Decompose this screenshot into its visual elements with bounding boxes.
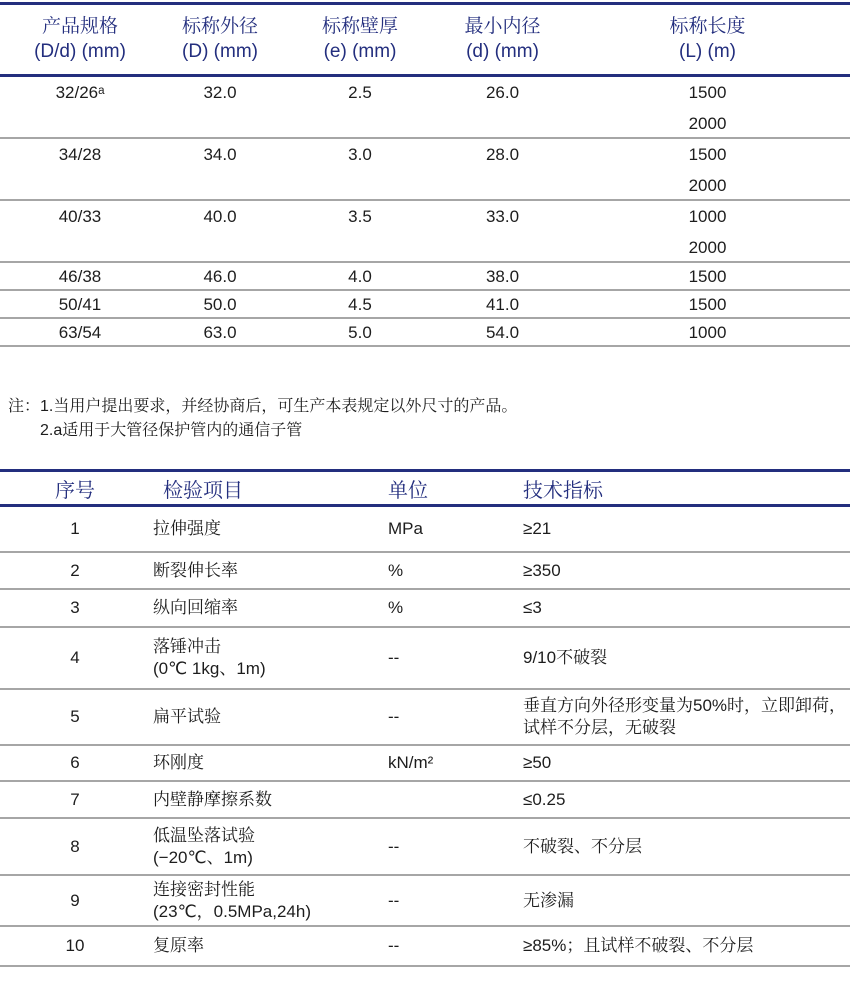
note-item: 1.当用户提出要求，并经协商后，可生产本表规定以外尺寸的产品。 [40,398,518,415]
inner-diameter-cell: 33.0 [485,207,520,226]
indicator-cell: ≤3 [523,598,542,617]
table-row [0,507,850,553]
column-title: 标称壁厚 [321,16,398,37]
unit-cell: -- [388,648,400,667]
length-value: 2000 [688,114,727,133]
product-spec-table-header [0,5,850,77]
item-cell [150,636,385,680]
length-value: 2000 [688,238,727,257]
column-header-unit: 单位 [388,479,428,502]
spec-cell: 46/38 [58,267,102,286]
wall-thickness-cell: 3.0 [348,145,372,164]
table-row [0,690,850,746]
table-row [0,319,850,347]
length-cell: 1500 [688,295,727,314]
item-name: 扁平试验 [153,707,221,726]
item-cell [150,597,385,619]
inner-diameter-cell: 54.0 [485,323,520,342]
item-name: 内壁静摩擦系数 [153,789,272,809]
item-condition: (−20℃、1m) [153,847,253,867]
column-header-seq: 序号 [55,479,95,502]
table-row [0,590,850,628]
table-row [0,876,850,927]
seq-cell: 4 [70,648,80,667]
inner-diameter-cell: 38.0 [485,267,520,286]
test-items-table [0,469,850,967]
length-cell [565,77,850,137]
note-item: 2.a适用于大管径保护管内的通信子管 [40,422,303,439]
column-unit: (D/d) (mm) [34,41,126,62]
unit-cell: % [388,560,404,580]
column-header-nominal-length [565,14,850,64]
indicator-cell: ≤0.25 [523,789,566,809]
table-row [0,139,850,201]
item-name: 复原率 [153,936,204,955]
column-title: 最小内径 [464,16,541,37]
length-cell [565,201,850,261]
item-cell [150,560,385,582]
document-page [0,2,850,967]
item-cell [150,879,385,923]
unit-cell: -- [388,890,400,910]
wall-thickness-cell: 4.0 [348,267,372,286]
item-name: 纵向回缩率 [153,598,238,617]
item-cell [150,935,385,957]
item-cell [150,825,385,869]
length-cell: 1500 [688,267,727,286]
seq-cell: 3 [70,598,80,617]
table-row [0,782,850,819]
test-items-table-header [0,472,850,507]
outer-diameter-cell: 34.0 [203,145,237,164]
table-row [0,819,850,876]
length-value: 1500 [688,83,727,102]
table-row [0,201,850,263]
outer-diameter-cell: 50.0 [203,295,237,314]
seq-cell: 1 [70,519,80,538]
seq-cell: 2 [70,560,80,580]
wall-thickness-cell: 2.5 [348,83,372,102]
spec-cell: 50/41 [58,295,102,314]
inner-diameter-cell: 41.0 [485,295,520,314]
indicator-cell: 无渗漏 [523,890,574,910]
seq-cell: 10 [65,936,85,955]
table-row [0,77,850,139]
item-name: 拉伸强度 [153,519,221,538]
table-row [0,291,850,319]
indicator-cell: ≥85%；且试样不破裂、不分层 [523,936,754,955]
column-unit: (e) (mm) [323,41,397,62]
length-cell [565,139,850,199]
item-name: 断裂伸长率 [153,560,238,580]
seq-cell: 6 [70,753,80,772]
column-header-wall-thickness [280,14,440,64]
indicator-cell: ≥350 [523,560,561,580]
table-row [0,746,850,782]
seq-cell: 5 [70,707,80,726]
column-title: 标称外径 [181,16,258,37]
length-value: 2000 [688,176,727,195]
column-header-item: 检验项目 [163,479,243,502]
length-value: 1500 [688,145,727,164]
inner-diameter-cell: 28.0 [485,145,520,164]
column-header-indicator: 技术指标 [523,479,603,502]
unit-cell: kN/m² [388,753,434,772]
indicator-cell: ≥21 [523,519,552,538]
indicator-cell: 不破裂、不分层 [523,836,642,856]
wall-thickness-cell: 3.5 [348,207,372,226]
notes [0,395,850,443]
column-title: 产品规格 [41,16,118,37]
table-row [0,927,850,967]
wall-thickness-cell: 5.0 [348,323,372,342]
item-name: 低温坠落试验 [153,825,255,845]
item-name: 环刚度 [153,753,204,772]
table-row [0,263,850,291]
indicator-cell: 垂直方向外径形变量为50%时，立即卸荷，试样不分层，无破裂 [523,696,847,737]
outer-diameter-cell: 40.0 [203,207,237,226]
column-header-outer-diameter [160,14,280,64]
notes-items [40,395,517,443]
wall-thickness-cell: 4.5 [348,295,372,314]
item-cell [150,789,385,811]
spec-cell: 32/26ᵃ [55,83,105,102]
column-unit: (L) (m) [679,41,736,62]
item-cell [150,752,385,774]
outer-diameter-cell: 32.0 [203,83,237,102]
unit-cell: MPa [388,519,423,538]
spec-cell: 63/54 [58,323,102,342]
column-header-spec [0,14,160,64]
indicator-cell: 9/10不破裂 [523,648,608,667]
outer-diameter-cell: 46.0 [203,267,237,286]
item-cell [150,706,385,728]
table-row [0,553,850,590]
unit-cell: -- [388,936,400,955]
outer-diameter-cell: 63.0 [203,323,237,342]
inner-diameter-cell: 26.0 [485,83,520,102]
item-name: 落锤冲击 [153,637,221,656]
table-row [0,628,850,690]
spec-cell: 34/28 [58,145,102,164]
unit-cell: % [388,598,404,617]
column-title: 标称长度 [669,16,746,37]
indicator-cell: ≥50 [523,753,552,772]
seq-cell: 8 [70,836,80,856]
notes-label: 注： [8,398,41,415]
column-header-min-inner-diameter [440,14,565,64]
item-cell [150,518,385,540]
length-cell: 1000 [688,323,727,342]
product-spec-table [0,2,850,347]
item-condition: (0℃ 1kg、1m) [153,659,266,678]
column-unit: (D) (mm) [182,41,258,62]
item-name: 连接密封性能 [153,879,255,899]
column-unit: (d) (mm) [466,41,539,62]
spec-cell: 40/33 [58,207,102,226]
unit-cell: -- [388,836,400,856]
length-value: 1000 [688,207,727,226]
seq-cell: 9 [70,890,80,910]
seq-cell: 7 [70,789,80,809]
item-condition: (23℃，0.5MPa,24h) [153,901,311,921]
unit-cell: -- [388,707,400,726]
